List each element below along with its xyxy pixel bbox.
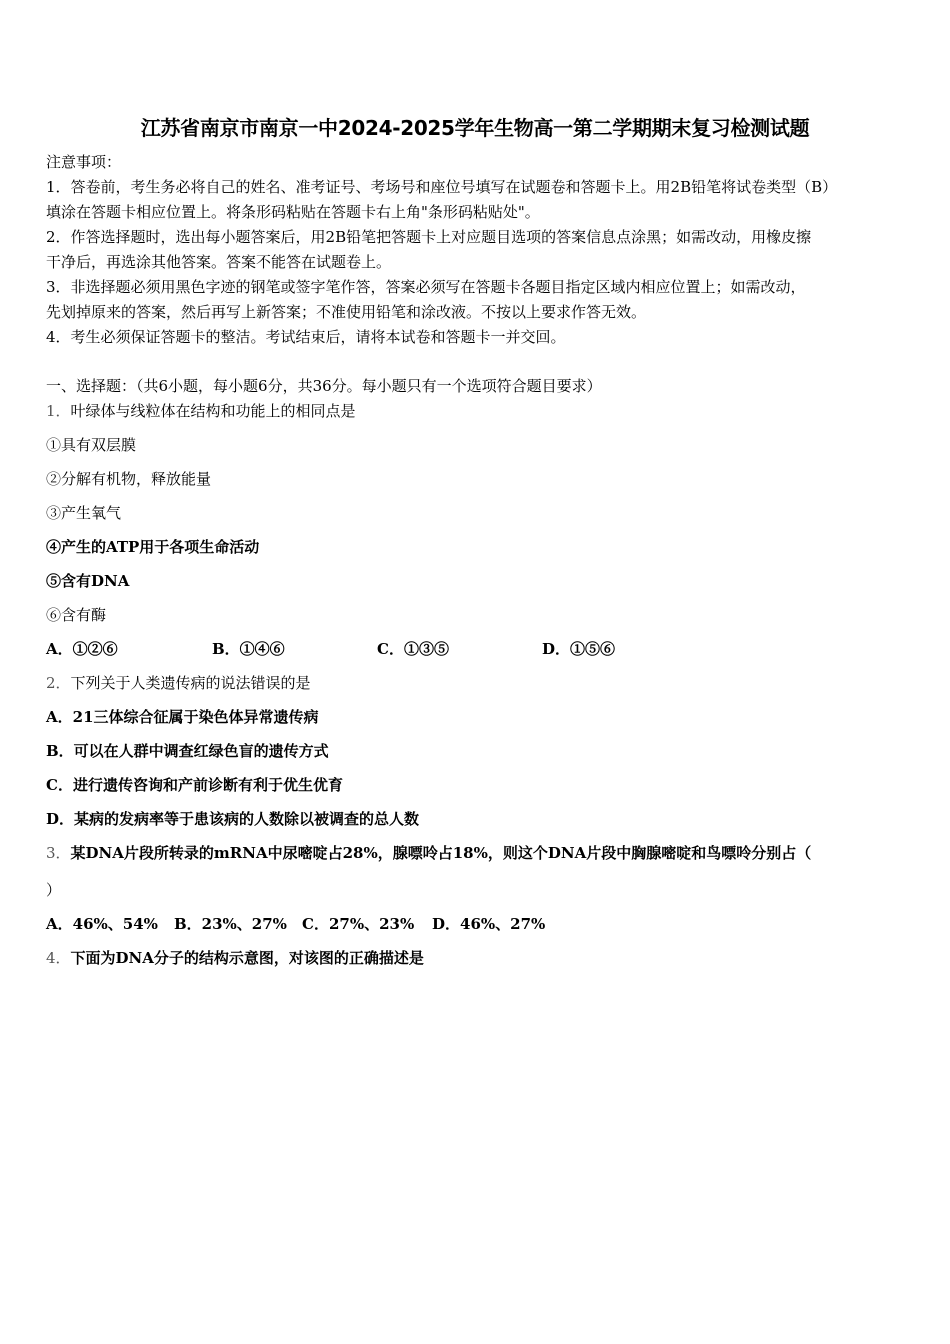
notice-line-1b: 填涂在答题卡相应位置上。将条形码粘贴在答题卡右上角"条形码粘贴处"。 <box>46 203 540 221</box>
q1-item-2: ②分解有机物，释放能量 <box>46 470 212 488</box>
q1-item-5: ⑤含有DNA <box>46 572 130 590</box>
notice-line-2a: 2．作答选择题时，选出每小题答案后，用2B铅笔把答题卡上对应题目选项的答案信息点涂黑；如需改动，用橡皮擦 <box>46 228 812 246</box>
q1-option-b: B．①④⑥ <box>212 640 285 658</box>
q2-option-a: A．21三体综合征属于染色体异常遗传病 <box>46 708 319 726</box>
q3-option-b: B．23%、27% <box>174 915 287 933</box>
exam-title: 江苏省南京市南京一中2024-2025学年生物高一第二学期期末复习检测试题 <box>140 116 810 140</box>
notice-line-1a: 1．答卷前，考生务必将自己的姓名、准考证号、考场号和座位号填写在试题卷和答题卡上。用2B铅笔将试卷类型（B） <box>46 178 838 196</box>
notice-line-3a: 3．非选择题必须用黑色字迹的钢笔或签字笔作答，答案必须写在答题卡各题目指定区域内相应位置上；如需改动， <box>46 278 806 296</box>
question-3-stem: 某DNA片段所转录的mRNA中尿嘧啶占28%，腺嘌呤占18%，则这个DNA片段中胸腺嘧啶和鸟嘌呤分别占（ <box>70 844 812 862</box>
notice-line-4: 4．考生必须保证答题卡的整洁。考试结束后，请将本试卷和答题卡一并交回。 <box>46 328 566 346</box>
q1-item-4: ④产生的ATP用于各项生命活动 <box>46 538 260 556</box>
question-3 <box>46 843 811 863</box>
q1-item-6: ⑥含有酶 <box>46 606 107 624</box>
question-4-stem: 下面为DNA分子的结构示意图，对该图的正确描述是 <box>70 949 424 967</box>
q3-option-c: C．27%、23% <box>302 915 415 933</box>
notice-line-3b: 先划掉原来的答案，然后再写上新答案；不准使用铅笔和涂改液。不按以上要求作答无效。 <box>46 303 647 321</box>
q2-option-d: D．某病的发病率等于患该病的人数除以被调查的总人数 <box>46 810 420 828</box>
q3-option-a: A．46%、54% <box>46 915 158 933</box>
q1-item-3: ③产生氧气 <box>46 504 122 522</box>
question-2-number: 2． <box>46 674 71 692</box>
question-3-number: 3． <box>46 844 71 862</box>
question-2 <box>46 673 311 693</box>
question-2-stem: 下列关于人类遗传病的说法错误的是 <box>70 674 311 692</box>
q2-option-b: B．可以在人群中调查红绿色盲的遗传方式 <box>46 742 329 760</box>
question-4-number: 4． <box>46 949 71 967</box>
q3-option-d: D．46%、27% <box>432 915 546 933</box>
question-4 <box>46 948 424 968</box>
question-1-stem: 叶绿体与线粒体在结构和功能上的相同点是 <box>70 402 356 420</box>
q1-option-a: A．①②⑥ <box>46 640 118 658</box>
q1-option-d: D．①⑤⑥ <box>542 640 616 658</box>
notice-line-2b: 干净后，再选涂其他答案。答案不能答在试题卷上。 <box>46 253 392 271</box>
section-heading: 一、选择题：（共6小题，每小题6分，共36分。每小题只有一个选项符合题目要求） <box>46 377 602 395</box>
q1-item-1: ①具有双层膜 <box>46 436 137 454</box>
question-3-stem-end: ） <box>46 881 62 899</box>
q2-option-c: C．进行遗传咨询和产前诊断有利于优生优育 <box>46 776 343 794</box>
question-1-number: 1． <box>46 402 71 420</box>
notice-heading: 注意事项： <box>46 153 122 171</box>
question-1 <box>46 401 356 421</box>
q1-option-c: C．①③⑤ <box>377 640 449 658</box>
